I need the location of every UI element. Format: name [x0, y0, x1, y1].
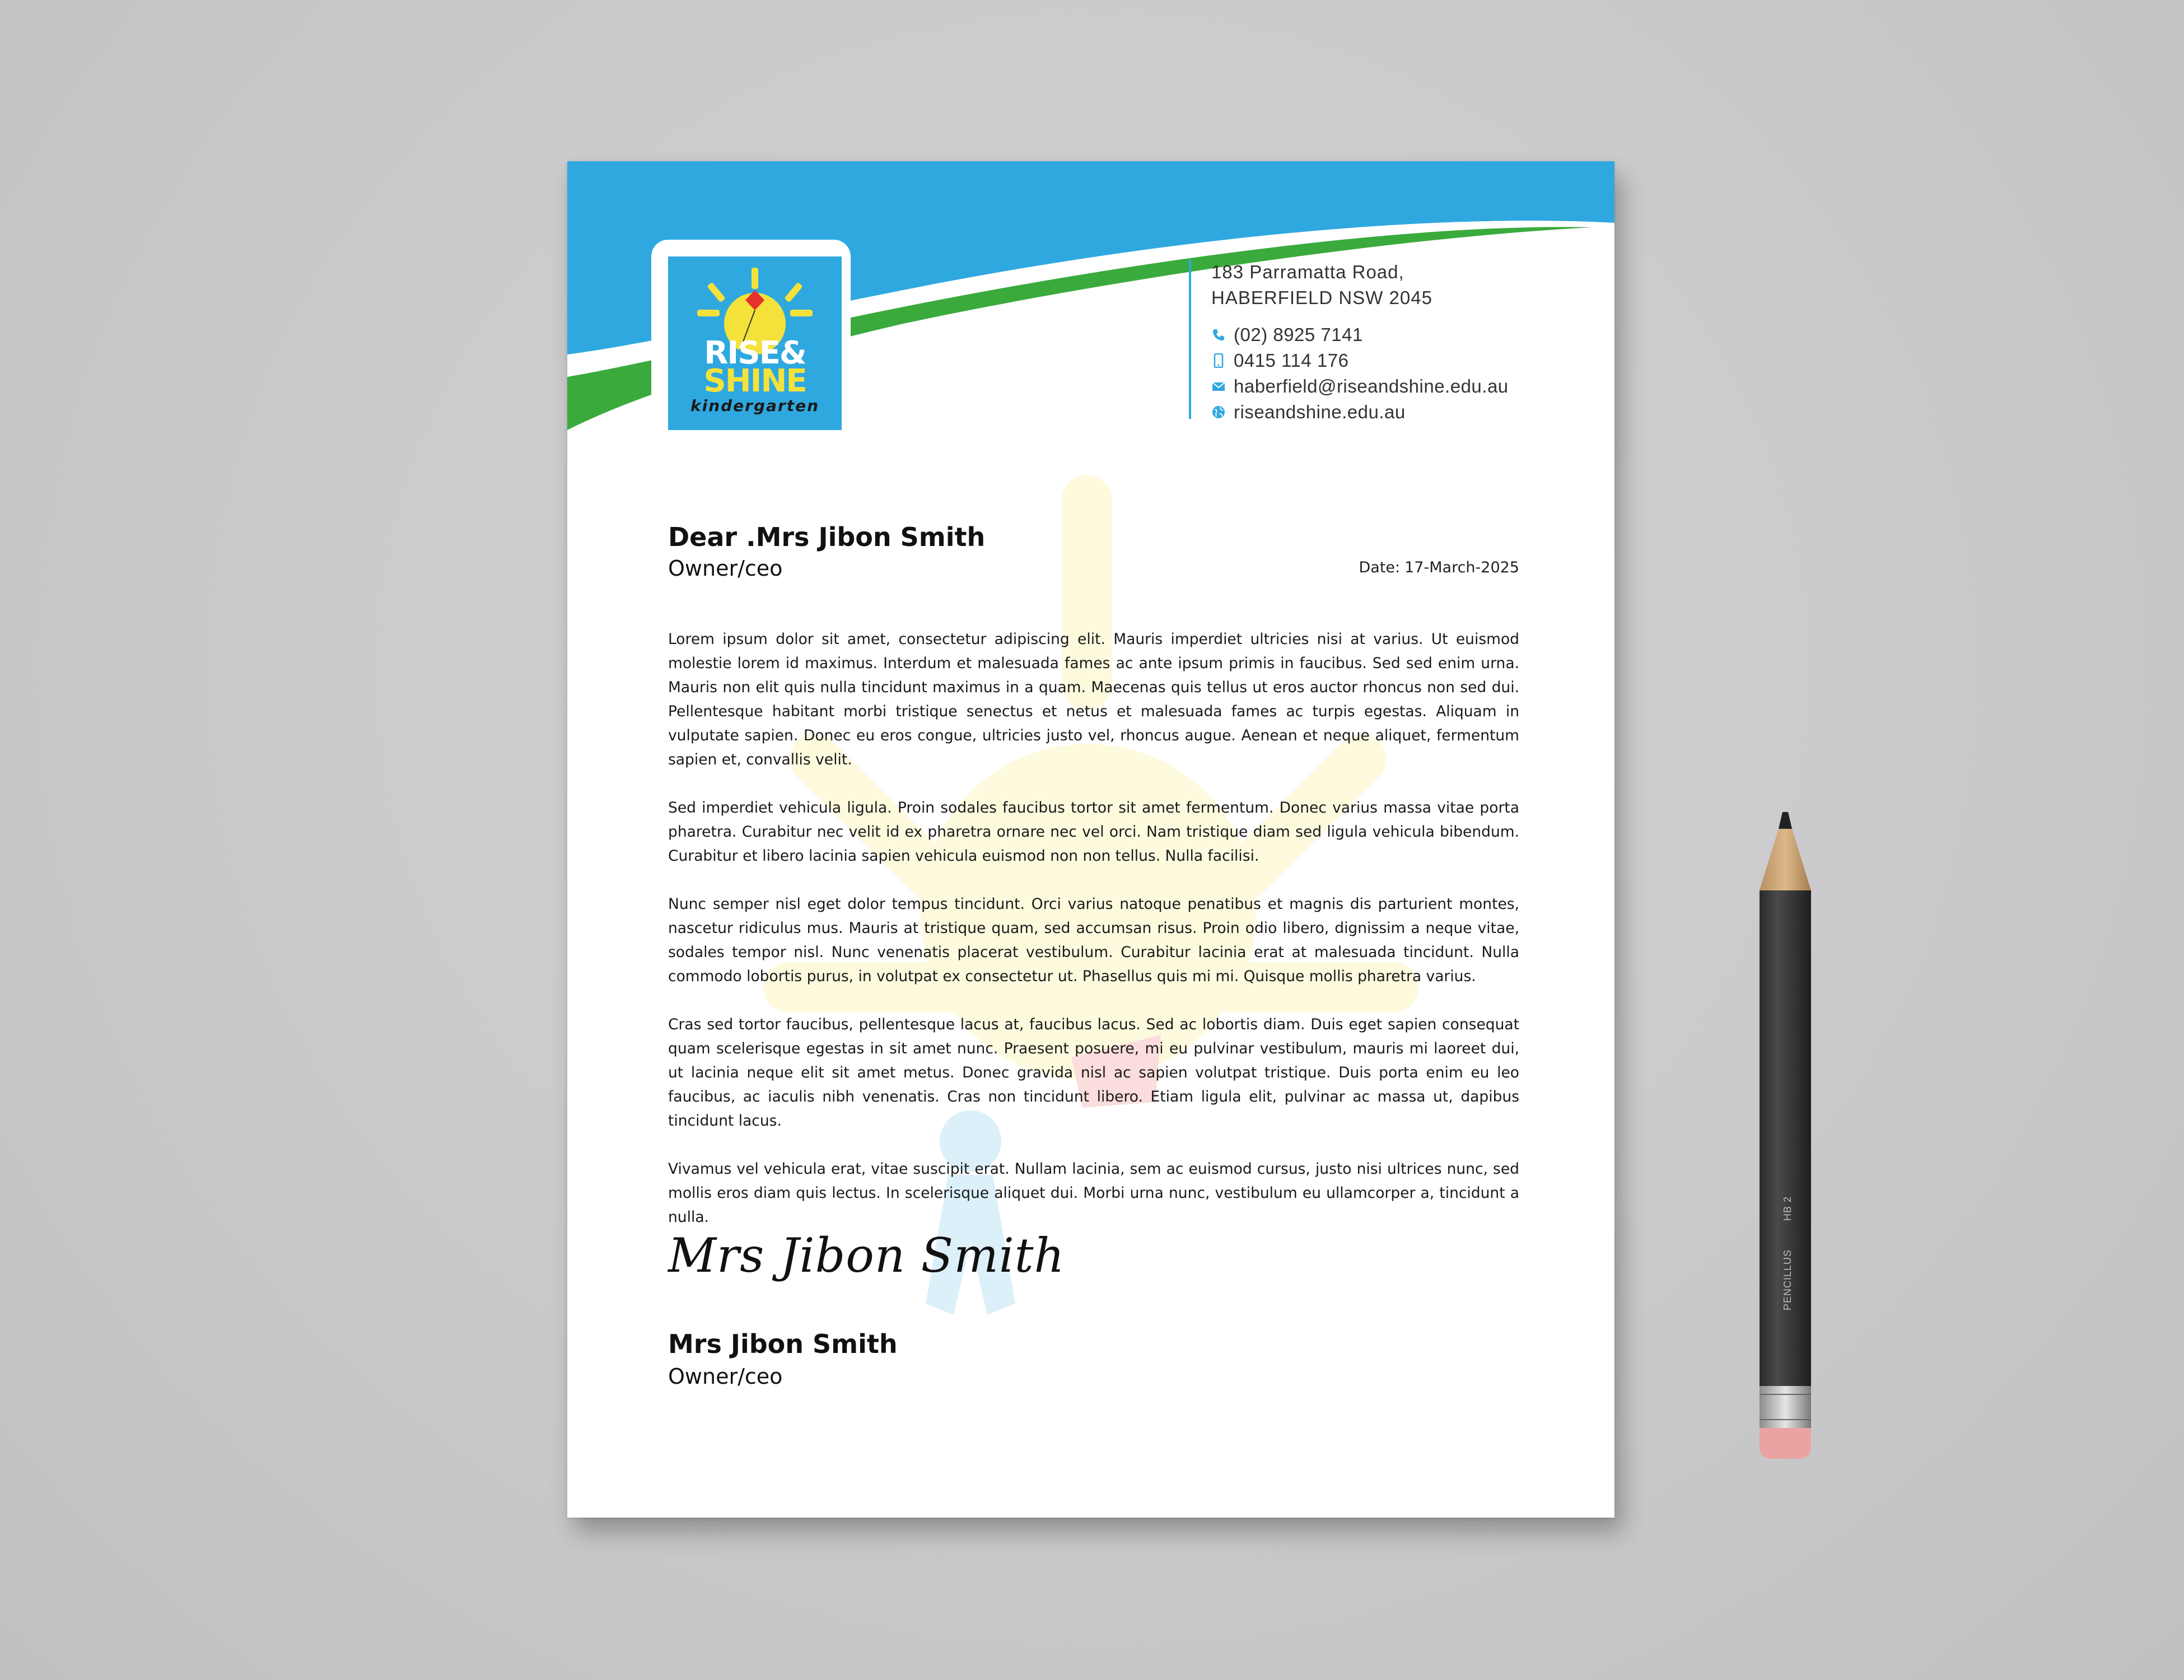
- letterhead-page: [567, 161, 1614, 1518]
- paragraph-3: Nunc semper nisl eget dolor tempus tincidunt. Orci varius natoque penatibus et magnis dis parturient montes, nascetur ridiculus mus. Mauris at tristique quam, sed accumsan risus. Proin odio libero, dignissim a neque vitae, sodales tempor nisl. Nunc venenatis placerat vestibulum. Curabitur lacinia erat at malesuada tincidunt. Nulla commodo lobortis purus, in volutpat ex consectetur ut. Phasellus quis mi mi. Quisque mollis pharetra varius.: [668, 895, 1519, 985]
- letter-body: [668, 520, 1519, 1253]
- email-address[interactable]: haberfield@riseandshine.edu.au: [1234, 376, 1509, 396]
- signer-title: Owner/ceo: [668, 1364, 783, 1389]
- paragraph-5: Vivamus vel vehicula erat, vitae suscipit erat. Nullam lacinia, sem ac euismod cursus, justo nisi ultrices nunc, sed mollis eros diam quis lectus. In scelerisque aliquet dui. Morbi urna nunc, vestibulum eu ullamcorper a, tincidunt a nulla.: [668, 1160, 1519, 1226]
- school-logo: [651, 240, 851, 435]
- pencil-grade-text: HB 2: [1782, 1196, 1793, 1221]
- globe-icon: [1211, 405, 1226, 419]
- mobile-row: [1211, 348, 1509, 374]
- date-label: Date:: [1359, 559, 1401, 576]
- paragraph-4: Cras sed tortor faucibus, pellentesque lacus at, faucibus lacus. Sed ac lobortis diam. Duis eget sapien consequat quam scelerisque egestas in sit amet nunc. Praesent posuere, mi eu pulvinar vestibulum, mauris mi laoreet dui, ut lacinia neque elit sit amet metus. Donec gravida nisl ac sapien volutpat tristique. Duis porta enim eu leo faucibus, ac iaculis nibh venenatis. Cras non tincidunt libero. Etiam ligula elit, pulvinar ac massa ut, dapibus tincidunt lacus.: [668, 1016, 1519, 1130]
- email-icon: [1211, 379, 1226, 394]
- website-row: [1211, 399, 1509, 425]
- recipient-title: Owner/ceo: [668, 556, 783, 581]
- logo-badge: [668, 256, 842, 430]
- phone-number: (02) 8925 7141: [1234, 324, 1363, 345]
- contact-block: [1189, 259, 1509, 422]
- letter-paragraphs: [668, 627, 1519, 1229]
- address-line-2: HABERFIELD NSW 2045: [1211, 287, 1432, 308]
- website-url[interactable]: riseandshine.edu.au: [1234, 402, 1406, 422]
- letter-date: [1359, 559, 1519, 576]
- address-line-1: 183 Parramatta Road,: [1211, 262, 1404, 282]
- paragraph-2: Sed imperdiet vehicula ligula. Proin sodales faucibus tortor sit amet fermentum. Donec varius massa vitae porta pharetra. Curabitur nec velit id ex pharetra ornare nec vel orci. Nam tristique diam sed ligula vehicula bibendum. Curabitur et libero lacinia sapien vehicula euismod non non tellus. Nulla facilisi.: [668, 799, 1519, 865]
- mobile-icon: [1211, 353, 1226, 368]
- phone-row: [1211, 322, 1509, 348]
- paragraph-1: Lorem ipsum dolor sit amet, consectetur adipiscing elit. Mauris imperdiet ultricies nisi at varius. Ut euismod molestie lorem id maximus. Interdum et malesuada fames ac ante ipsum primis in faucibus. Sed sed enim urna. Mauris non elit quis nulla tincidunt maximus in a quam. Maecenas quis tellus ut eros auctor rhoncus non sed dui. Pellentesque habitant morbi tristique senectus et netus et malesuada fames ac turpis egestas. Aliquam in vulputate sapien. Donec eu eros congue, ultricies justo vel, rhoncus augue. Aenean et neque aliquet, fermentum sapien et, convallis velit.: [668, 631, 1519, 768]
- date-value: 17-March-2025: [1404, 559, 1519, 576]
- phone-icon: [1211, 328, 1226, 342]
- recipient-name: Dear .Mrs Jibon Smith: [668, 522, 986, 552]
- email-row: [1211, 374, 1509, 399]
- logo-line-kindergarten: kindergarten: [690, 396, 820, 415]
- logo-line-rise: RISE&: [704, 335, 806, 371]
- pencil-icon: [1752, 806, 1819, 1478]
- logo-line-shine: SHINE: [703, 363, 806, 399]
- handwritten-signature: Mrs Jibon Smith: [668, 1228, 1065, 1283]
- pencil-brand-text: PENCILLUS: [1782, 1249, 1793, 1310]
- signer-name: Mrs Jibon Smith: [668, 1329, 898, 1359]
- mobile-number: 0415 114 176: [1234, 350, 1349, 371]
